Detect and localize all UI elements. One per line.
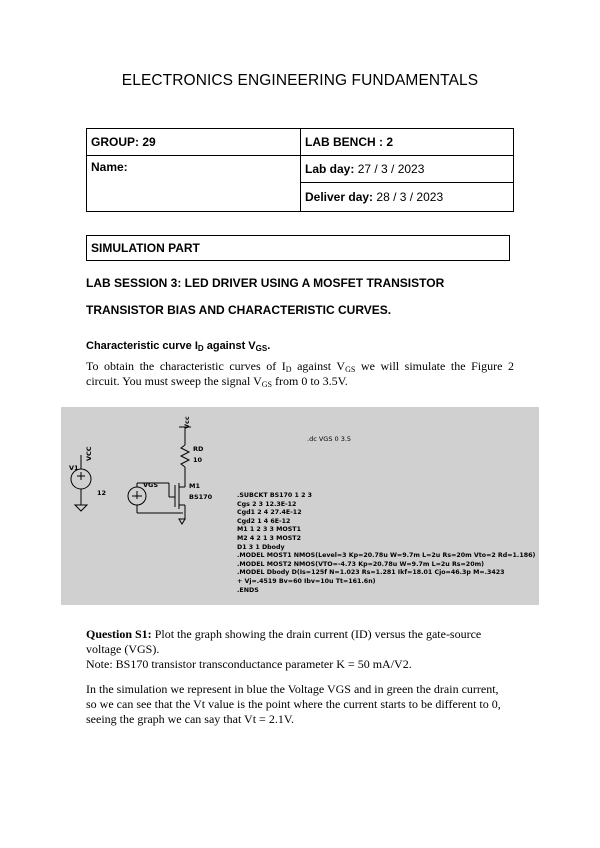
simulation-part-box: SIMULATION PART: [86, 235, 510, 261]
netlist-line: .MODEL Dbody D(Is=125f N=1.023 Rs=1.281 Ikf=18.01 Cjo=46.3p M=.3423: [237, 569, 505, 577]
m1-name: M1: [189, 482, 200, 490]
deliver-day-label: Deliver day:: [305, 190, 374, 204]
question-text-line2: voltage (VGS).: [86, 642, 160, 656]
answer-line3: seeing the graph we can say that Vt = 2.1V.: [86, 712, 294, 726]
answer-paragraph: [86, 682, 526, 727]
m1-model: BS170: [189, 493, 213, 501]
characteristic-paragraph-line1: To obtain the characteristic curves of $I_D$ against $V_{GS}$ we will simulate the Figure 2: [86, 359, 514, 374]
characteristic-paragraph-line2: circuit. You must sweep the signal $V_{GS}$ from 0 to 3.5V.: [86, 374, 348, 389]
info-table: [86, 128, 514, 212]
question-note: Note: BS170 transistor transconductance parameter K = 50 mA/V2.: [86, 657, 412, 671]
netlist-line: .MODEL MOST2 NMOS(VTO=-4.73 Kp=20.78u W=9.7m L=2u Rs=20m): [237, 560, 485, 568]
lab-day-value: 27 / 3 / 2023: [357, 162, 425, 176]
deliver-day-value: 28 / 3 / 2023: [376, 190, 444, 204]
question-s1: [86, 627, 514, 672]
answer-line2: so we can see that the Vt value is the point where the current starts to be different to 0,: [86, 697, 501, 711]
v1-name: V1: [69, 464, 79, 472]
answer-line1: In the simulation we represent in blue the Voltage VGS and in green the drain current,: [86, 682, 499, 696]
bench-label: LAB BENCH : 2: [305, 135, 394, 149]
netlist-line: .ENDS: [237, 586, 259, 594]
v1-value: 12: [97, 489, 107, 497]
page-title: ELECTRONICS ENGINEERING FUNDAMENTALS: [121, 72, 479, 89]
rd-value: 10: [193, 456, 203, 464]
bench-cell: [301, 129, 514, 156]
name-cell: [87, 156, 301, 212]
netlist-line: M1 1 2 3 3 MOST1: [237, 526, 301, 534]
schematic-panel: [61, 407, 539, 605]
group-label: GROUP: 29: [91, 135, 156, 149]
rd-resistor-symbol: [181, 445, 189, 467]
netlist-block: [237, 492, 535, 595]
ground-symbol-left: [75, 505, 87, 511]
question-label: Question S1:: [86, 627, 152, 641]
netlist-line: + Vj=.4519 Bv=60 Ibv=10u Tt=161.6n): [237, 577, 376, 585]
netlist-line: Cgd2 1 4 6E-12: [237, 517, 291, 525]
characteristic-heading: Characteristic curve $I_D$ against $V_{GS}$.: [86, 340, 271, 353]
netlist-line: Cgs 2 3 12.3E-12: [237, 500, 297, 508]
name-label: Name:: [91, 160, 128, 174]
netlist-line: M2 4 2 1 3 MOST2: [237, 534, 301, 542]
lab-day-cell: [301, 156, 514, 183]
netlist-line: .MODEL MOST1 NMOS(Level=3 Kp=20.78u W=9.7m L=2u Rs=20m Vto=2 Rd=1.186): [237, 552, 536, 560]
group-cell: [87, 129, 301, 156]
lab-session-title: LAB SESSION 3: LED DRIVER USING A MOSFET TRANSISTOR: [86, 276, 445, 290]
netlist-line: Cgd1 2 4 27.4E-12: [237, 509, 302, 517]
lab-day-label: Lab day:: [305, 162, 355, 176]
ground-symbol-right: [179, 519, 185, 524]
vcc-left-label: VCC: [85, 446, 93, 461]
netlist-line: .SUBCKT BS170 1 2 3: [237, 492, 313, 499]
rd-name: RD: [193, 445, 204, 453]
vcc-top-label: Vcc: [183, 416, 191, 429]
netlist-line: D1 3 1 Dbody: [237, 543, 285, 551]
lab-session-subtitle: TRANSISTOR BIAS AND CHARACTERISTIC CURVES.: [86, 303, 392, 317]
vgs-name: VGS: [143, 481, 159, 489]
dc-command: .dc VGS 0 3.5: [307, 435, 352, 443]
question-text-line1: Plot the graph showing the drain current (ID) versus the gate-source: [151, 627, 482, 641]
deliver-day-cell: [301, 183, 514, 212]
